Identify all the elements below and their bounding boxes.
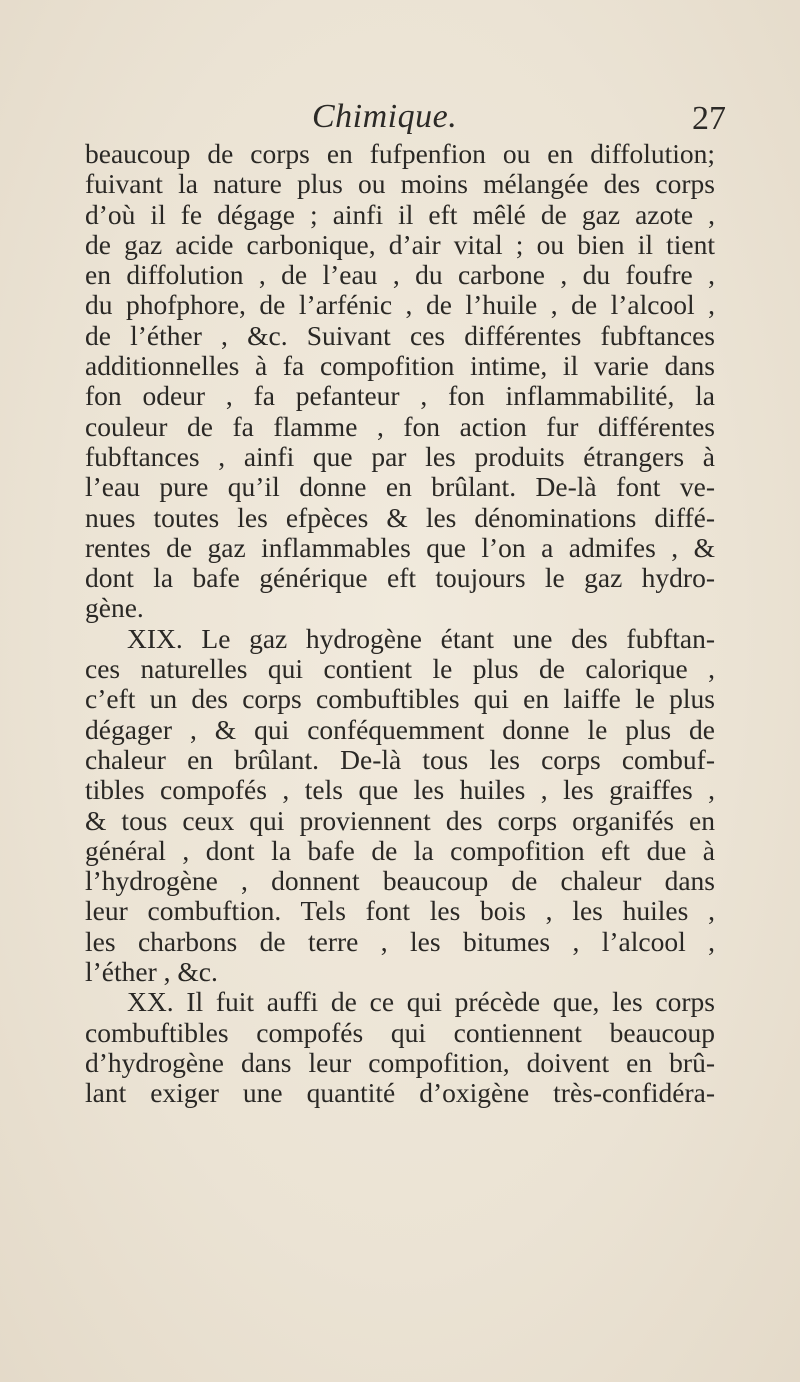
section-heading-line: XIX. Le gaz hydrogène étant une des fubftan- xyxy=(127,622,715,654)
text-line: dégager , & qui conféquemment donne le plus de xyxy=(85,713,715,745)
text-line: & tous ceux qui proviennent des corps organifés en xyxy=(85,804,715,836)
text-line: dont la bafe générique eft toujours le gaz hydro- xyxy=(85,562,715,594)
text-line: d’où il fe dégage ; ainfi il eft mêlé de gaz azote , xyxy=(85,198,715,230)
text-line: l’eau pure qu’il donne en brûlant. De-là font ve- xyxy=(85,471,715,503)
text-line: de gaz acide carbonique, d’air vital ; ou bien il tient xyxy=(85,228,715,260)
text-line: c’eft un des corps combuftibles qui en laiffe le plus xyxy=(85,683,715,715)
page-number: 27 xyxy=(692,100,726,137)
text-line: combuftibles compofés qui contiennent beaucoup xyxy=(85,1016,715,1048)
text-line: ces naturelles qui contient le plus de calorique , xyxy=(85,653,715,685)
text-line: du phofphore, de l’arfénic , de l’huile , de l’alcool , xyxy=(85,289,715,321)
section-heading-line: XX. Il fuit auffi de ce qui précède que, les corps xyxy=(127,986,715,1018)
body-text xyxy=(85,139,715,1109)
text-line: gène. xyxy=(85,592,144,624)
text-line: fuivant la nature plus ou moins mélangée des corps xyxy=(85,168,715,200)
text-line: général , dont la bafe de la compofition eft due à xyxy=(85,834,715,866)
text-line: nues toutes les efpèces & les dénominations diffé- xyxy=(85,501,715,533)
text-line: fon odeur , fa pefanteur , fon inflammabilité, la xyxy=(85,380,715,412)
text-line: tibles compofés , tels que les huiles , les graiffes , xyxy=(85,774,715,806)
text-line: en diffolution , de l’eau , du carbone , du foufre , xyxy=(85,259,715,291)
text-line: d’hydrogène dans leur compofition, doivent en brû- xyxy=(85,1046,715,1078)
text-line: rentes de gaz inflammables que l’on a admifes , & xyxy=(85,531,715,563)
text-line: leur combuftion. Tels font les bois , les huiles , xyxy=(85,895,715,927)
text-line: de l’éther , &c. Suivant ces différentes fubftances xyxy=(85,319,715,351)
running-head: Chimique. xyxy=(312,98,458,135)
text-line: beaucoup de corps en fufpenfion ou en diffolution; xyxy=(85,138,715,169)
page-header xyxy=(0,98,800,138)
text-line: lant exiger une quantité d’oxigène très-confidéra- xyxy=(85,1077,715,1109)
text-line: additionnelles à fa compofition intime, il varie dans xyxy=(85,350,715,382)
text-line: l’éther , &c. xyxy=(85,956,218,988)
text-line: l’hydrogène , donnent beaucoup de chaleur dans xyxy=(85,865,715,897)
text-line: les charbons de terre , les bitumes , l’alcool , xyxy=(85,925,715,957)
text-line: chaleur en brûlant. De-là tous les corps combuf- xyxy=(85,743,715,775)
text-line: fubftances , ainfi que par les produits étrangers à xyxy=(85,440,715,472)
text-line: couleur de fa flamme , fon action fur différentes xyxy=(85,410,715,442)
